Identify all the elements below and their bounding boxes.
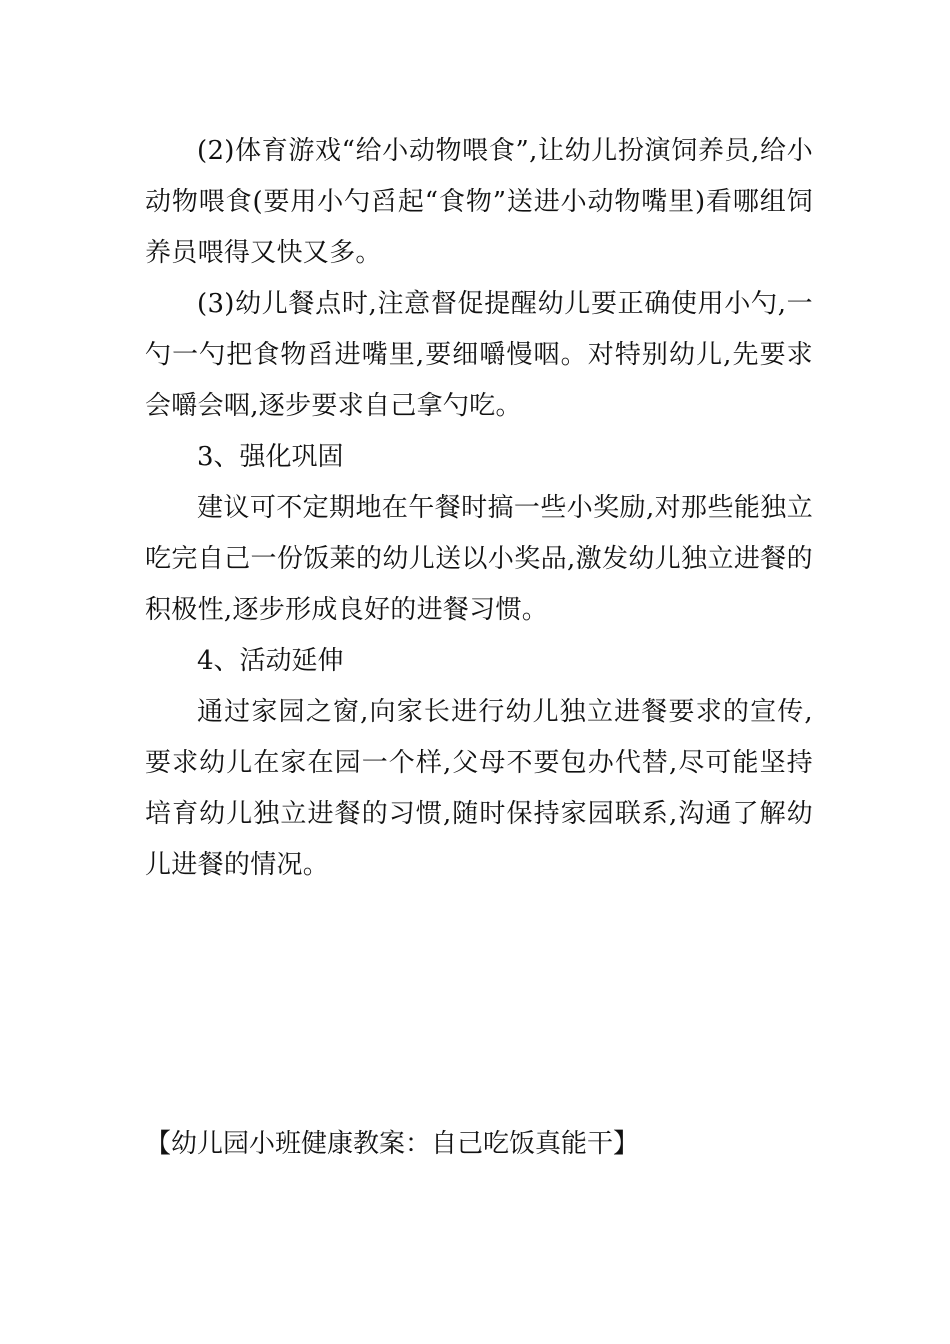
- paragraph-home-school: 通过家园之窗,向家长进行幼儿独立进餐要求的宣传,要求幼儿在家在园一个样,父母不要包办代替,尽可能坚持培育幼儿独立进餐的习惯,随时保持家园联系,沟通了解幼儿进餐的情况。: [145, 697, 813, 880]
- paragraph-rewards: 建议可不定期地在午餐时搞一些小奖励,对那些能独立吃完自己一份饭莱的幼儿送以小奖品,激发幼儿独立进餐的积极性,逐步形成良好的进餐习惯。: [145, 493, 813, 625]
- document-body: [145, 126, 813, 891]
- paragraph-meal-spoon-use: (3)幼儿餐点时,注意督促提醒幼儿要正确使用小勺,一勺一勺把食物舀进嘴里,要细嚼慢咽。对特别幼儿,先要求会嚼会咽,逐步要求自己拿勺吃。: [145, 289, 813, 421]
- paragraph-feeding-game: (2)体育游戏“给小动物喂食”,让幼儿扮演饲养员,给小动物喂食(要用小勺舀起“食物”送进小动物嘴里)看哪组饲养员喂得又快又多。: [145, 136, 813, 268]
- section-heading-extension: 4、活动延伸: [197, 646, 344, 676]
- footer-title: 【幼儿园小班健康教案：自己吃饭真能干】: [145, 1129, 640, 1159]
- section-heading-reinforce: 3、强化巩固: [197, 442, 344, 472]
